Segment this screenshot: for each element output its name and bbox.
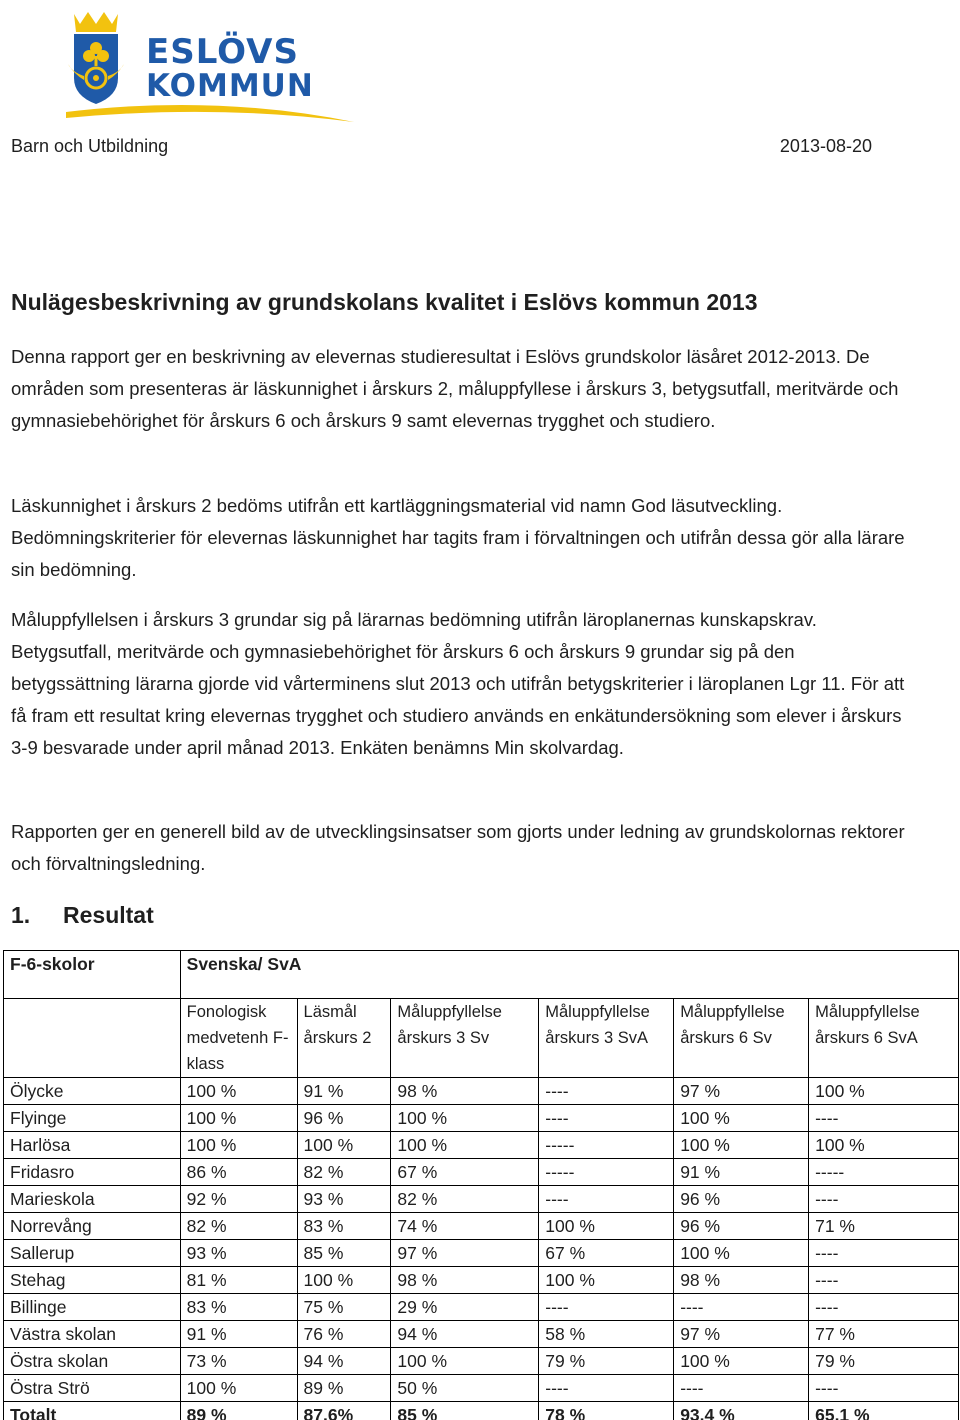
table-row: [4, 1321, 959, 1348]
table-cell: 82 %: [391, 1186, 539, 1213]
table-cell: 91 %: [674, 1159, 809, 1186]
table-cell: 100 %: [539, 1267, 674, 1294]
table-cell: 93.4 %: [674, 1402, 809, 1420]
table-cell: ----: [539, 1105, 674, 1132]
table-cell: 87.6%: [297, 1402, 391, 1420]
table-cell: 94 %: [297, 1348, 391, 1375]
table-cell: 97 %: [674, 1078, 809, 1105]
table-cell: 100 %: [809, 1132, 959, 1159]
table-cell: 97 %: [674, 1321, 809, 1348]
subject-label: Svenska/ SvA: [180, 951, 958, 999]
table-cell: 82 %: [180, 1213, 297, 1240]
table-row: [4, 1078, 959, 1105]
table-cell: 100 %: [809, 1078, 959, 1105]
table-row: [4, 1159, 959, 1186]
table-cell: 91 %: [297, 1078, 391, 1105]
table-cell: ----: [674, 1294, 809, 1321]
table-row: [4, 1348, 959, 1375]
school-name: Östra Strö: [4, 1375, 181, 1402]
table-cell: 100 %: [674, 1240, 809, 1267]
page-title: Nulägesbeskrivning av grundskolans kvalitet i Eslövs kommun 2013: [11, 289, 758, 315]
column-header-row: [4, 999, 959, 1078]
table-cell: 100 %: [180, 1132, 297, 1159]
table-cell: 50 %: [391, 1375, 539, 1402]
section-number: 1.: [11, 902, 31, 928]
table-cell: 77 %: [809, 1321, 959, 1348]
table-cell: ----: [674, 1375, 809, 1402]
table-group-row: [4, 951, 959, 999]
table-cell: 98 %: [391, 1078, 539, 1105]
table-cell: 81 %: [180, 1267, 297, 1294]
table-cell: 58 %: [539, 1321, 674, 1348]
table-row: [4, 1294, 959, 1321]
table-cell: 100 %: [674, 1105, 809, 1132]
school-name: Fridasro: [4, 1159, 181, 1186]
table-cell: 83 %: [297, 1213, 391, 1240]
table-cell: 93 %: [180, 1240, 297, 1267]
school-name: Stehag: [4, 1267, 181, 1294]
table-row: [4, 1267, 959, 1294]
table-cell: ----: [809, 1294, 959, 1321]
table-cell: 100 %: [180, 1105, 297, 1132]
results-table: [3, 950, 959, 1420]
table-cell: 100 %: [297, 1132, 391, 1159]
table-cell: 78 %: [539, 1402, 674, 1420]
table-total-row: [4, 1402, 959, 1420]
school-name: Norrevång: [4, 1213, 181, 1240]
table-row: [4, 1240, 959, 1267]
column-header: Måluppfyllelse årskurs 6 SvA: [809, 999, 959, 1078]
table-cell: 100 %: [391, 1348, 539, 1375]
table-cell: 94 %: [391, 1321, 539, 1348]
table-cell: 75 %: [297, 1294, 391, 1321]
table-cell: 97 %: [391, 1240, 539, 1267]
table-cell: 76 %: [297, 1321, 391, 1348]
table-cell: 73 %: [180, 1348, 297, 1375]
table-cell: 100 %: [391, 1105, 539, 1132]
table-cell: ----: [809, 1186, 959, 1213]
school-name: Ölycke: [4, 1078, 181, 1105]
table-cell: -----: [809, 1159, 959, 1186]
table-cell: 79 %: [539, 1348, 674, 1375]
table-cell: 92 %: [180, 1186, 297, 1213]
table-cell: 82 %: [297, 1159, 391, 1186]
logo-line-2: KOMMUN: [146, 68, 314, 104]
table-row: [4, 1213, 959, 1240]
table-cell: 100 %: [674, 1132, 809, 1159]
table-cell: ----: [809, 1105, 959, 1132]
group-label: F-6-skolor: [4, 951, 181, 999]
school-name: Marieskola: [4, 1186, 181, 1213]
table-cell: 96 %: [297, 1105, 391, 1132]
table-row: [4, 1132, 959, 1159]
document-date: 2013-08-20: [779, 136, 872, 156]
department-label: Barn och Utbildning: [11, 136, 169, 156]
table-cell: 100 %: [180, 1375, 297, 1402]
table-cell: 74 %: [391, 1213, 539, 1240]
table-cell: 79 %: [809, 1348, 959, 1375]
table-cell: ----: [809, 1267, 959, 1294]
table-cell: 91 %: [180, 1321, 297, 1348]
table-cell: 71 %: [809, 1213, 959, 1240]
school-name: Billinge: [4, 1294, 181, 1321]
table-cell: ----: [539, 1186, 674, 1213]
table-cell: 98 %: [674, 1267, 809, 1294]
table-cell: 96 %: [674, 1213, 809, 1240]
school-name: Totalt: [4, 1402, 181, 1420]
intro-paragraph: Denna rapport ger en beskrivning av elevernas studieresultat i Eslövs grundskolor läsåret 2012-2013. De områden som presenteras är läskunnighet i årskurs 2, måluppfyllese i årskurs 3, betygsutfall, meritvärde och gymnasiebehörighet för årskurs 6 och årskurs 9 samt elevernas trygghet och studiero.: [11, 346, 899, 431]
logo-line-1: ESLÖVS: [146, 32, 299, 72]
table-row: [4, 1375, 959, 1402]
eslovs-kommun-logo: [66, 8, 356, 126]
table-cell: -----: [539, 1159, 674, 1186]
school-name: Sallerup: [4, 1240, 181, 1267]
section-heading: [11, 902, 154, 929]
table-cell: 100 %: [391, 1132, 539, 1159]
table-cell: 100 %: [297, 1267, 391, 1294]
table-cell: 100 %: [674, 1348, 809, 1375]
table-cell: ----: [809, 1240, 959, 1267]
table-cell: 89 %: [180, 1402, 297, 1420]
table-cell: 85 %: [391, 1402, 539, 1420]
table-cell: 67 %: [391, 1159, 539, 1186]
school-name: Flyinge: [4, 1105, 181, 1132]
column-header: Måluppfyllelse årskurs 3 SvA: [539, 999, 674, 1078]
table-row: [4, 1186, 959, 1213]
table-cell: 65.1 %: [809, 1402, 959, 1420]
table-cell: ----: [539, 1294, 674, 1321]
school-name: Västra skolan: [4, 1321, 181, 1348]
table-cell: ----: [809, 1375, 959, 1402]
table-cell: 86 %: [180, 1159, 297, 1186]
table-cell: 100 %: [539, 1213, 674, 1240]
column-header: Måluppfyllelse årskurs 3 Sv: [391, 999, 539, 1078]
table-cell: 93 %: [297, 1186, 391, 1213]
table-cell: 98 %: [391, 1267, 539, 1294]
table-cell: ----: [539, 1375, 674, 1402]
table-cell: 96 %: [674, 1186, 809, 1213]
section-title: Resultat: [63, 902, 154, 928]
table-cell: 89 %: [297, 1375, 391, 1402]
table-cell: 100 %: [180, 1078, 297, 1105]
table-cell: ----: [539, 1078, 674, 1105]
column-header: Måluppfyllelse årskurs 6 Sv: [674, 999, 809, 1078]
table-cell: -----: [539, 1132, 674, 1159]
school-name: Östra skolan: [4, 1348, 181, 1375]
column-header: Läsmål årskurs 2: [297, 999, 391, 1078]
reading-paragraph: Läskunnighet i årskurs 2 bedöms utifrån ett kartläggningsmaterial vid namn God läsutveckling. Bedömningskriterier för elevernas läskunnighet har tagits fram i förvaltningen och utifrån dessa gör alla lärare sin bedömning.: [11, 495, 905, 580]
summary-paragraph: Rapporten ger en generell bild av de utvecklingsinsatser som gjorts under ledning av grundskolornas rektorer och förvaltningsledning.: [11, 821, 905, 874]
table-row: [4, 1105, 959, 1132]
table-cell: 85 %: [297, 1240, 391, 1267]
grading-paragraph: Måluppfyllelsen i årskurs 3 grundar sig på lärarnas bedömning utifrån läroplanernas kunskapskrav. Betygsutfall, meritvärde och gymnasiebehörighet för årskurs 6 och årskurs 9 grundar sig på den betygssättning lärarna gjorde vid vårterminens slut 2013 och utifrån betygskriterier i läroplanen Lgr 11. För att få fram ett resultat kring elevernas trygghet och studiero används en enkätundersökning som elever i årskurs 3-9 besvarade under april månad 2013. Enkäten benämns Min skolvardag.: [11, 609, 905, 758]
column-header-empty: [4, 999, 181, 1078]
table-cell: 29 %: [391, 1294, 539, 1321]
table-cell: 83 %: [180, 1294, 297, 1321]
column-header: Fonologisk medvetenh F-klass: [180, 999, 297, 1078]
table-cell: 67 %: [539, 1240, 674, 1267]
school-name: Harlösa: [4, 1132, 181, 1159]
